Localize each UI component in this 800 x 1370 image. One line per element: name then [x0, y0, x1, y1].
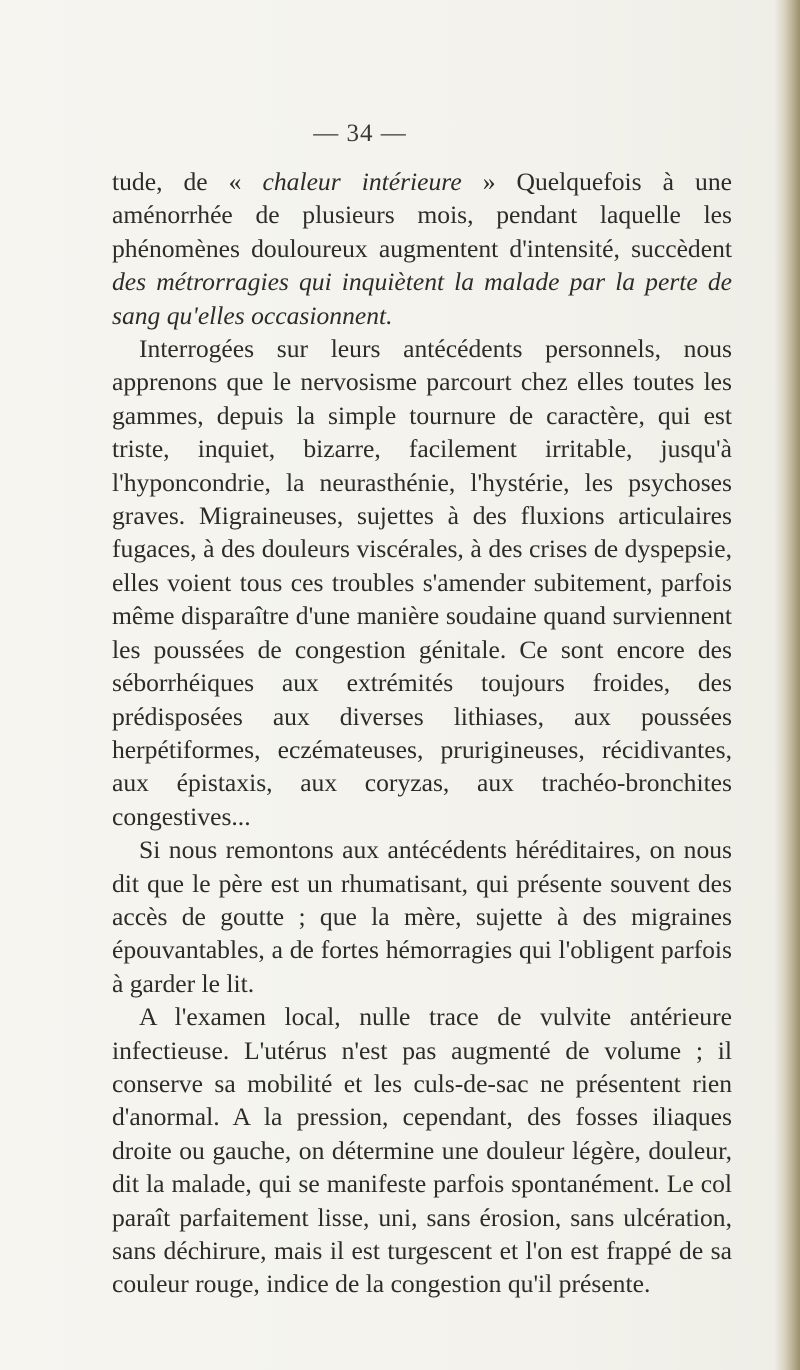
paragraph-4	[112, 1000, 732, 1301]
page-number: — 34 —	[313, 120, 407, 147]
paragraph-1	[112, 165, 732, 332]
body-text	[112, 165, 732, 1301]
paragraph-text: » Quelquefois à une aménorrhée de plusieurs mois, pendant laquelle les phénomènes douloureux augmentent d'intensité, succèdent	[112, 167, 732, 263]
paragraph-text: Interrogées sur leurs antécédents personnels, nous apprenons que le nervosisme parcourt chez elles toutes les gammes, depuis la simple tournure de caractère, qui est triste, inquiet, bizarre, facilement irritable, jusqu'à l'hyponcondrie, la neurasthénie, l'hystérie, les psychoses graves. Migraineuses, sujettes à des fluxions articulaires fugaces, à des douleurs viscérales, à des crises de dyspepsie, elles voient tous ces troubles s'amender subitement, parfois même disparaître d'une manière soudaine quand surviennent les poussées de congestion génitale. Ce sont encore des séborrhéiques aux extrémités toujours froides, des prédisposées aux diverses lithiases, aux poussées herpétiformes, eczémateuses, prurigineuses, récidivantes, aux épistaxis, aux coryzas, aux trachéo-bronchites congestives...	[112, 334, 732, 831]
paragraph-3	[112, 833, 732, 1000]
paragraph-text: A l'examen local, nulle trace de vulvite antérieure infectieuse. L'utérus n'est pas augmenté de volume ; il conserve sa mobilité et les culs-de-sac ne présentent rien d'anormal. A la pression, cependant, des fosses iliaques droite ou gauche, on détermine une douleur légère, douleur, dit la malade, qui se manifeste parfois spontanément. Le col paraît parfaitement lisse, uni, sans érosion, sans ulcération, sans déchirure, mais il est turgescent et l'on est frappé de sa couleur rouge, indice de la congestion qu'il présente.	[112, 1002, 732, 1299]
paragraph-2	[112, 332, 732, 833]
italic-phrase: chaleur intérieure	[262, 167, 462, 196]
paragraph-text: Si nous remontons aux antécédents héréditaires, on nous dit que le père est un rhumatisant, qui présente souvent des accès de goutte ; que la mère, sujette à des migraines épouvantables, a de fortes hémorragies qui l'obligent parfois à garder le lit.	[112, 835, 732, 998]
paragraph-text: tude, de «	[112, 167, 263, 196]
page-edge-shadow	[774, 0, 800, 1370]
italic-phrase: des métrorragies qui inquiètent la malade par la perte de sang qu'elles occasionnent.	[112, 267, 732, 330]
